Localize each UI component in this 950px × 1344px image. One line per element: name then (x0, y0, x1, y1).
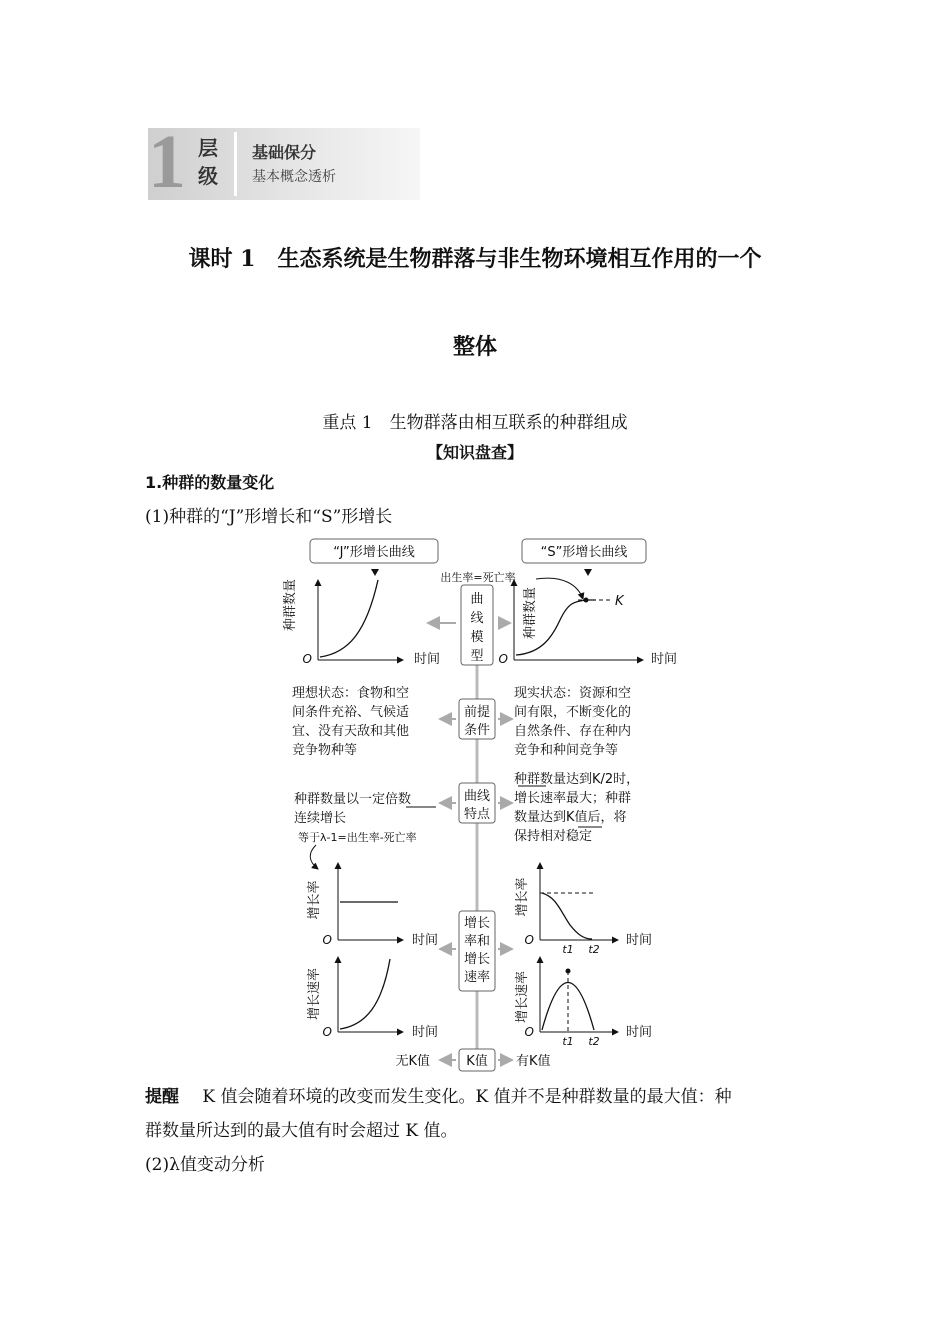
population-growth-diagram (278, 535, 678, 1075)
section-subheading: 【知识盘查】 (426, 443, 523, 462)
has-k-label: 有K值 (516, 1054, 551, 1069)
section-heading: 重点 1 生物群落由相互联系的种群组成 (322, 413, 628, 433)
birth-death-note: 出生率=死亡率 (440, 571, 516, 584)
js-y-label: 增长速率 (307, 967, 322, 1021)
j-curve (320, 580, 378, 657)
ss-t1: t1 (562, 1035, 574, 1048)
point-subtitle: (1)种群的“J”形增长和“S”形增长 (145, 507, 393, 527)
ss-y-label: 增长速率 (515, 970, 530, 1024)
box-curve-model-char: 线 (470, 611, 484, 626)
point-title: 1.种群的数量变化 (145, 473, 275, 492)
j-growth-speed-curve (340, 959, 390, 1029)
box-curve-model-char: 曲 (470, 592, 484, 607)
s-title: “S”形增长曲线 (540, 545, 628, 560)
j-premise-text (292, 685, 409, 758)
j-feature-text (294, 791, 411, 826)
no-k-label: 无K值 (395, 1054, 430, 1069)
j-premise-text-line: 间条件充裕、气候适 (292, 705, 410, 720)
box-premise-line: 前提 (463, 705, 491, 720)
ss-x-label: 时间 (626, 1025, 653, 1040)
banner-subtitle: 基本概念透析 (252, 169, 336, 185)
j-premise-text-line: 宜、没有天敌和其他 (292, 724, 410, 739)
js-origin: O (322, 1025, 332, 1039)
sg-x-label: 时间 (626, 933, 653, 948)
s-premise-text-line: 现实状态：资源和空 (514, 686, 632, 701)
reminder-line1: K 值会随着环境的改变而发生变化。K 值并不是种群数量的最大值：种 (202, 1087, 732, 1107)
level-number: 1 (148, 120, 186, 204)
box-curve-model-char: 型 (470, 649, 484, 664)
sg-t1: t1 (562, 943, 574, 956)
box-k-label: K值 (466, 1054, 488, 1069)
sg-origin: O (524, 933, 534, 947)
level-label: 层 级 (198, 136, 218, 188)
j-x-label: 时间 (414, 652, 441, 667)
jg-x-label: 时间 (412, 933, 439, 948)
j-feature-text-line: 种群数量以一定倍数 (294, 792, 412, 807)
j-origin: O (302, 652, 312, 666)
box-growth-line: 增长 (463, 916, 491, 931)
js-x-label: 时间 (412, 1025, 439, 1040)
jg-y-label: 增长率 (307, 880, 322, 920)
level-banner (148, 120, 420, 204)
s-feature-text (514, 771, 639, 844)
lesson-title-line2: 整体 (452, 334, 497, 360)
lambda-note: 等于λ-1=出生率-死亡率 (298, 831, 417, 844)
lesson-title-line1: 课时 1 生态系统是生物群落与非生物环境相互作用的一个 (188, 246, 762, 272)
box-premise-line: 条件 (463, 723, 491, 738)
box-growth-line: 增长 (463, 952, 491, 967)
s-pointer-icon (584, 569, 592, 576)
sg-t2: t2 (588, 943, 600, 956)
banner-title: 基础保分 (252, 143, 317, 162)
ss-t2: t2 (588, 1035, 600, 1048)
j-pointer-icon (371, 569, 379, 576)
box-growth-line: 率和 (463, 934, 491, 949)
s-y-label: 种群数量 (523, 586, 538, 640)
box-features-line: 曲线 (463, 789, 491, 804)
banner-divider (234, 132, 237, 196)
s-premise-text-line: 竞争和种间竞争等 (514, 743, 619, 758)
s-premise-text (514, 685, 631, 758)
box-growth-line: 速率 (463, 970, 491, 985)
point-subtitle-2: (2)λ值变动分析 (145, 1155, 265, 1175)
box-features-line: 特点 (463, 807, 491, 822)
s-feature-text-line: 保持相对稳定 (514, 829, 593, 844)
s-feature-text-line: 种群数量达到K/2时， (514, 772, 640, 787)
s-feature-text-line: 数量达到K值后，将 (514, 810, 627, 825)
s-origin: O (498, 652, 508, 666)
ss-origin: O (524, 1025, 534, 1039)
box-curve-model-char: 模 (470, 630, 484, 645)
s-feature-text-line: 增长速率最大；种群 (514, 791, 632, 806)
s-growth-rate-curve (542, 893, 592, 939)
j-y-label: 种群数量 (283, 578, 298, 632)
j-premise-text-line: 理想状态：食物和空 (292, 686, 410, 701)
reminder-label: 提醒 (145, 1087, 179, 1107)
j-title: “J”形增长曲线 (333, 545, 415, 560)
s-x-label: 时间 (651, 652, 678, 667)
reminder-line2: 群数量所达到的最大值有时会超过 K 值。 (145, 1121, 458, 1141)
sg-y-label: 增长率 (515, 877, 530, 917)
j-premise-text-line: 竞争物种等 (292, 743, 358, 758)
s-premise-text-line: 自然条件、存在种内 (514, 724, 632, 739)
reminder-block (145, 1080, 810, 1148)
jg-origin: O (322, 933, 332, 947)
s-k-label: K (615, 594, 624, 609)
j-feature-text-line: 连续增长 (294, 811, 347, 826)
s-premise-text-line: 间有限，不断变化的 (514, 705, 632, 720)
